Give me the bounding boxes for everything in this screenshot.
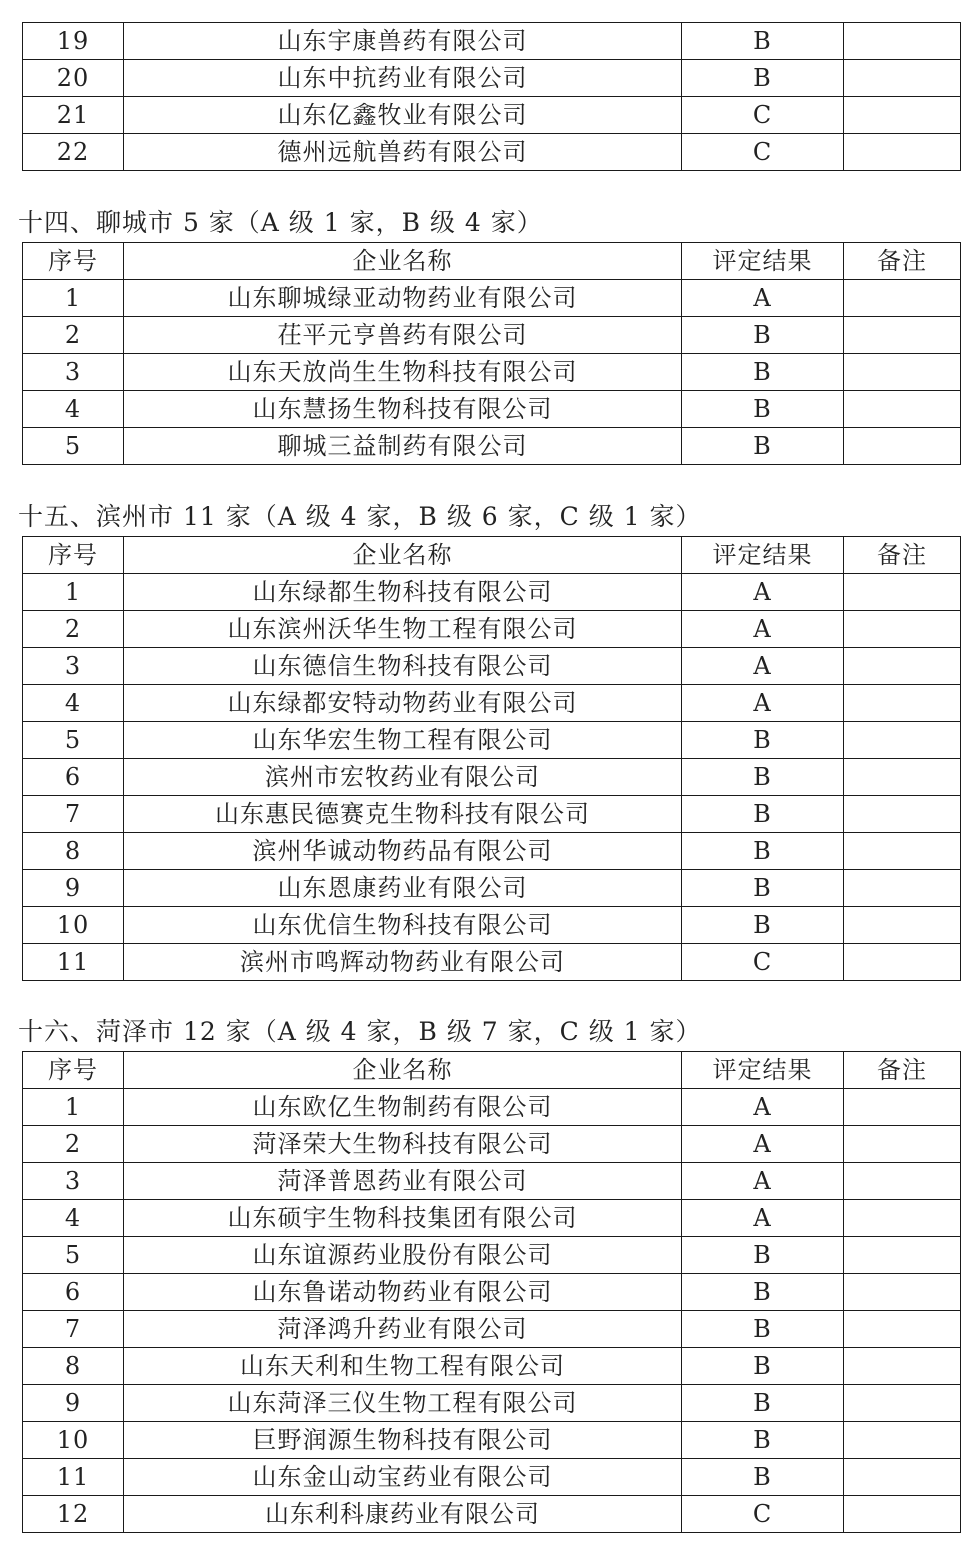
- table-row: [23, 685, 961, 722]
- cell-index: 4: [23, 1200, 124, 1237]
- cell-company-name: 山东金山动宝药业有限公司: [124, 1459, 682, 1496]
- table-row: [23, 1311, 961, 1348]
- section-heading-liaocheng: 十四、聊城市 5 家（A 级 1 家，B 级 4 家）: [18, 208, 543, 237]
- cell-company-name: 滨州华诚动物药品有限公司: [124, 833, 682, 870]
- cell-result: B: [682, 354, 844, 391]
- cell-index: 11: [23, 944, 124, 981]
- table-row: [23, 1496, 961, 1533]
- cell-note: [844, 722, 961, 759]
- cell-note: [844, 574, 961, 611]
- cell-company-name: 茌平元亨兽药有限公司: [124, 317, 682, 354]
- table-row: [23, 1200, 961, 1237]
- cell-result: C: [682, 97, 844, 134]
- header-cell-note: 备注: [844, 1052, 961, 1089]
- cell-note: [844, 907, 961, 944]
- cell-company-name: 山东谊源药业股份有限公司: [124, 1237, 682, 1274]
- cell-result: C: [682, 944, 844, 981]
- cell-index: 5: [23, 722, 124, 759]
- header-cell-index: 序号: [23, 537, 124, 574]
- cell-note: [844, 354, 961, 391]
- header-cell-index: 序号: [23, 243, 124, 280]
- cell-company-name: 山东鲁诺动物药业有限公司: [124, 1274, 682, 1311]
- table-row: [23, 97, 961, 134]
- table-row: [23, 1459, 961, 1496]
- cell-result: A: [682, 1200, 844, 1237]
- cell-note: [844, 134, 961, 171]
- header-cell-result: 评定结果: [682, 537, 844, 574]
- cell-index: 4: [23, 391, 124, 428]
- table-row: [23, 574, 961, 611]
- cell-note: [844, 97, 961, 134]
- cell-note: [844, 796, 961, 833]
- table-row: [23, 317, 961, 354]
- cell-result: B: [682, 833, 844, 870]
- cell-company-name: 山东德信生物科技有限公司: [124, 648, 682, 685]
- table-row: [23, 759, 961, 796]
- table-row: [23, 1348, 961, 1385]
- table-row: [23, 1089, 961, 1126]
- table-row: [23, 1163, 961, 1200]
- cell-note: [844, 1348, 961, 1385]
- cell-index: 5: [23, 428, 124, 465]
- cell-company-name: 山东天利和生物工程有限公司: [124, 1348, 682, 1385]
- cell-company-name: 山东硕宇生物科技集团有限公司: [124, 1200, 682, 1237]
- cell-result: B: [682, 1459, 844, 1496]
- cell-result: B: [682, 1237, 844, 1274]
- cell-index: 1: [23, 1089, 124, 1126]
- cell-company-name: 山东优信生物科技有限公司: [124, 907, 682, 944]
- cell-note: [844, 1237, 961, 1274]
- cell-result: B: [682, 722, 844, 759]
- table-row: [23, 391, 961, 428]
- cell-index: 7: [23, 1311, 124, 1348]
- cell-note: [844, 1200, 961, 1237]
- cell-index: 12: [23, 1496, 124, 1533]
- cell-company-name: 菏泽荣大生物科技有限公司: [124, 1126, 682, 1163]
- cell-result: B: [682, 428, 844, 465]
- table-row: [23, 648, 961, 685]
- cell-note: [844, 1385, 961, 1422]
- table-binzhou: [22, 536, 961, 981]
- cell-company-name: 山东亿鑫牧业有限公司: [124, 97, 682, 134]
- cell-company-name: 巨野润源生物科技有限公司: [124, 1422, 682, 1459]
- cell-company-name: 山东惠民德赛克生物科技有限公司: [124, 796, 682, 833]
- cell-result: B: [682, 1348, 844, 1385]
- cell-company-name: 山东绿都安特动物药业有限公司: [124, 685, 682, 722]
- cell-index: 20: [23, 60, 124, 97]
- table-row: [23, 1237, 961, 1274]
- cell-result: A: [682, 611, 844, 648]
- cell-index: 11: [23, 1459, 124, 1496]
- table-row: [23, 280, 961, 317]
- cell-company-name: 山东恩康药业有限公司: [124, 870, 682, 907]
- table-liaocheng: [22, 242, 961, 465]
- table-row: [23, 23, 961, 60]
- cell-note: [844, 870, 961, 907]
- cell-result: B: [682, 1385, 844, 1422]
- cell-index: 5: [23, 1237, 124, 1274]
- header-row: [23, 243, 961, 280]
- table-row: [23, 611, 961, 648]
- cell-result: A: [682, 648, 844, 685]
- cell-note: [844, 280, 961, 317]
- cell-company-name: 山东天放尚生生物科技有限公司: [124, 354, 682, 391]
- cell-index: 6: [23, 1274, 124, 1311]
- cell-note: [844, 1311, 961, 1348]
- table-row: [23, 354, 961, 391]
- table-row: [23, 1274, 961, 1311]
- cell-index: 9: [23, 1385, 124, 1422]
- cell-index: 8: [23, 1348, 124, 1385]
- cell-note: [844, 1459, 961, 1496]
- cell-index: 10: [23, 1422, 124, 1459]
- cell-result: B: [682, 1311, 844, 1348]
- cell-result: A: [682, 685, 844, 722]
- section-heading-binzhou: 十五、滨州市 11 家（A 级 4 家，B 级 6 家，C 级 1 家）: [18, 502, 702, 531]
- table-body: [23, 243, 961, 465]
- cell-company-name: 山东宇康兽药有限公司: [124, 23, 682, 60]
- header-cell-index: 序号: [23, 1052, 124, 1089]
- cell-index: 21: [23, 97, 124, 134]
- cell-result: C: [682, 134, 844, 171]
- cell-result: A: [682, 1126, 844, 1163]
- cell-company-name: 聊城三益制药有限公司: [124, 428, 682, 465]
- table-row: [23, 833, 961, 870]
- cell-company-name: 滨州市宏牧药业有限公司: [124, 759, 682, 796]
- header-row: [23, 1052, 961, 1089]
- cell-note: [844, 833, 961, 870]
- cell-result: A: [682, 574, 844, 611]
- cell-result: B: [682, 391, 844, 428]
- cell-index: 7: [23, 796, 124, 833]
- cell-note: [844, 1422, 961, 1459]
- table-row: [23, 1126, 961, 1163]
- header-cell-note: 备注: [844, 243, 961, 280]
- cell-company-name: 菏泽普恩药业有限公司: [124, 1163, 682, 1200]
- cell-note: [844, 1126, 961, 1163]
- header-cell-name: 企业名称: [124, 1052, 682, 1089]
- cell-note: [844, 1274, 961, 1311]
- cell-company-name: 山东欧亿生物制药有限公司: [124, 1089, 682, 1126]
- table-row: [23, 870, 961, 907]
- cell-index: 10: [23, 907, 124, 944]
- table-section-continued: [22, 22, 961, 171]
- cell-note: [844, 23, 961, 60]
- cell-result: B: [682, 1422, 844, 1459]
- cell-note: [844, 391, 961, 428]
- cell-note: [844, 1163, 961, 1200]
- header-cell-result: 评定结果: [682, 1052, 844, 1089]
- cell-index: 6: [23, 759, 124, 796]
- table-row: [23, 1422, 961, 1459]
- cell-note: [844, 648, 961, 685]
- cell-index: 2: [23, 317, 124, 354]
- header-cell-name: 企业名称: [124, 537, 682, 574]
- cell-result: B: [682, 60, 844, 97]
- cell-company-name: 山东菏泽三仪生物工程有限公司: [124, 1385, 682, 1422]
- cell-note: [844, 1496, 961, 1533]
- table-heze: [22, 1051, 961, 1533]
- header-cell-name: 企业名称: [124, 243, 682, 280]
- cell-index: 1: [23, 574, 124, 611]
- table-row: [23, 722, 961, 759]
- table-row: [23, 60, 961, 97]
- cell-result: C: [682, 1496, 844, 1533]
- cell-result: A: [682, 1089, 844, 1126]
- cell-index: 19: [23, 23, 124, 60]
- cell-note: [844, 685, 961, 722]
- cell-note: [844, 759, 961, 796]
- table-body: [23, 537, 961, 981]
- cell-result: B: [682, 317, 844, 354]
- cell-result: A: [682, 280, 844, 317]
- cell-result: B: [682, 870, 844, 907]
- header-row: [23, 537, 961, 574]
- cell-note: [844, 428, 961, 465]
- table-row: [23, 428, 961, 465]
- cell-index: 9: [23, 870, 124, 907]
- cell-result: B: [682, 23, 844, 60]
- cell-result: B: [682, 759, 844, 796]
- cell-note: [844, 60, 961, 97]
- cell-note: [844, 611, 961, 648]
- table-row: [23, 1385, 961, 1422]
- cell-index: 22: [23, 134, 124, 171]
- cell-index: 4: [23, 685, 124, 722]
- cell-index: 3: [23, 648, 124, 685]
- table-row: [23, 907, 961, 944]
- table-row: [23, 944, 961, 981]
- table-row: [23, 796, 961, 833]
- cell-note: [844, 1089, 961, 1126]
- cell-result: B: [682, 907, 844, 944]
- header-cell-result: 评定结果: [682, 243, 844, 280]
- cell-company-name: 山东慧扬生物科技有限公司: [124, 391, 682, 428]
- cell-company-name: 山东利科康药业有限公司: [124, 1496, 682, 1533]
- header-cell-note: 备注: [844, 537, 961, 574]
- cell-result: B: [682, 1274, 844, 1311]
- section-heading-heze: 十六、菏泽市 12 家（A 级 4 家，B 级 7 家，C 级 1 家）: [18, 1017, 702, 1046]
- cell-company-name: 山东聊城绿亚动物药业有限公司: [124, 280, 682, 317]
- cell-index: 3: [23, 354, 124, 391]
- cell-note: [844, 944, 961, 981]
- cell-company-name: 菏泽鸿升药业有限公司: [124, 1311, 682, 1348]
- cell-result: B: [682, 796, 844, 833]
- cell-company-name: 德州远航兽药有限公司: [124, 134, 682, 171]
- table-body: [23, 1052, 961, 1533]
- cell-index: 8: [23, 833, 124, 870]
- table-row: [23, 134, 961, 171]
- cell-index: 2: [23, 1126, 124, 1163]
- cell-index: 2: [23, 611, 124, 648]
- cell-company-name: 山东滨州沃华生物工程有限公司: [124, 611, 682, 648]
- cell-company-name: 山东绿都生物科技有限公司: [124, 574, 682, 611]
- cell-note: [844, 317, 961, 354]
- cell-index: 3: [23, 1163, 124, 1200]
- cell-company-name: 山东中抗药业有限公司: [124, 60, 682, 97]
- cell-company-name: 滨州市鸣辉动物药业有限公司: [124, 944, 682, 981]
- cell-company-name: 山东华宏生物工程有限公司: [124, 722, 682, 759]
- cell-index: 1: [23, 280, 124, 317]
- table-body: [23, 23, 961, 171]
- cell-result: A: [682, 1163, 844, 1200]
